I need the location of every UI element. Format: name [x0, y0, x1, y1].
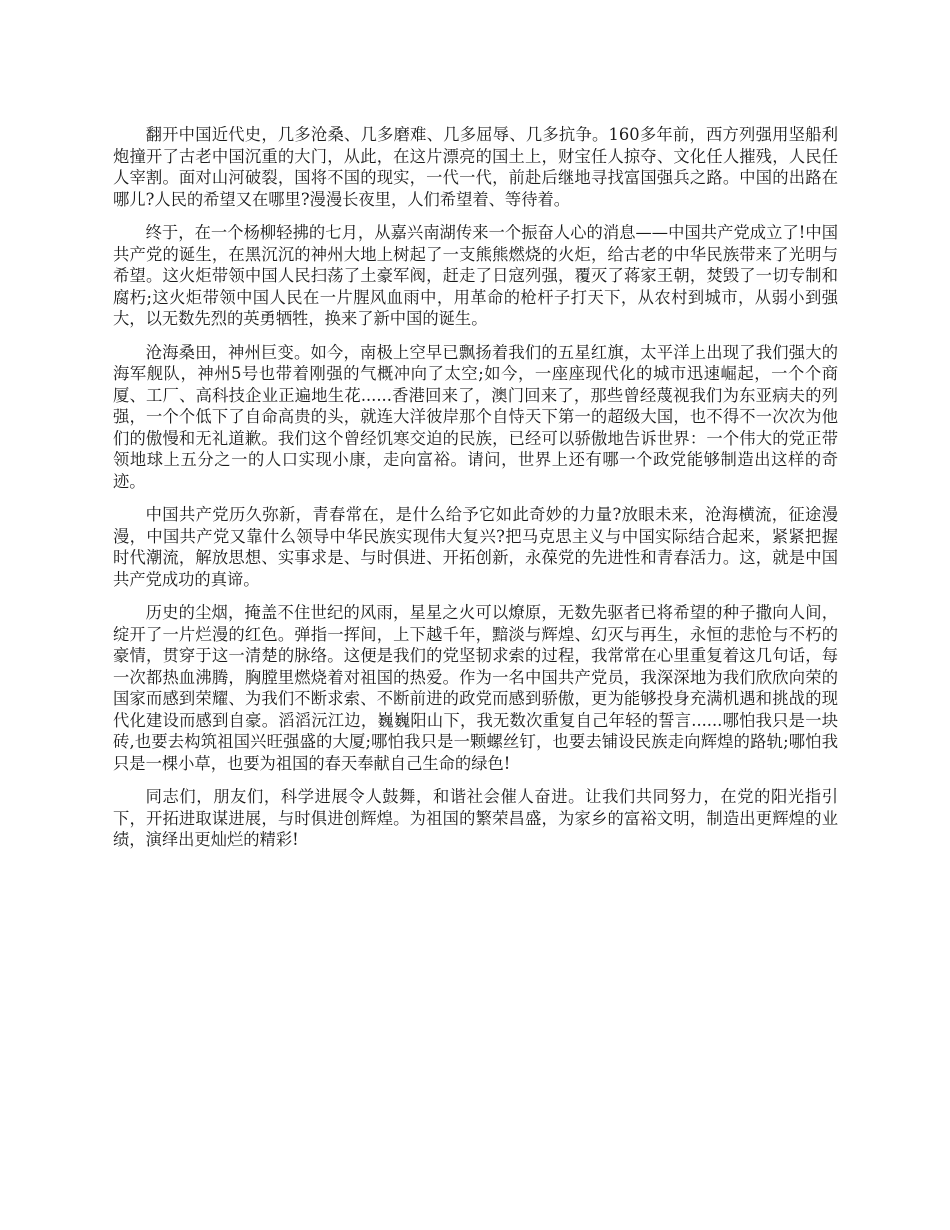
paragraph-2: 终于，在一个杨柳轻拂的七月，从嘉兴南湖传来一个振奋人心的消息——中国共产党成立了!中国共产党的诞生，在黑沉沉的神州大地上树起了一支熊熊燃烧的火炬，给古老的中华民族带来了光明与希望。这火炬带领中国人民扫荡了土豪军阀，赶走了日寇列强，覆灭了蒋家王朝，焚毁了一切专制和腐朽;这火炬带领中国人民在一片腥风血雨中，用革命的枪杆子打天下，从农村到城市，从弱小到强大，以无数先烈的英勇牺牲，换来了新中国的诞生。 — [113, 223, 838, 328]
paragraph-1: 翻开中国近代史，几多沧桑、几多磨难、几多屈辱、几多抗争。160多年前，西方列强用坚船利炮撞开了古老中国沉重的大门，从此，在这片漂亮的国土上，财宝任人掠夺、文化任人摧残，人民任人宰割。面对山河破裂，国将不国的现实，一代一代，前赴后继地寻找富国强兵之路。中国的出路在哪儿?人民的希望又在哪里?漫漫长夜里，人们希望着、等待着。 — [113, 125, 838, 209]
document-body — [113, 124, 838, 863]
paragraph-4: 中国共产党历久弥新，青春常在，是什么给予它如此奇妙的力量?放眼未来，沧海横流，征途漫漫，中国共产党又靠什么领导中华民族实现伟大复兴?把马克思主义与中国实际结合起来，紧紧把握时代潮流，解放思想、实事求是、与时俱进、开拓创新，永葆党的先进性和青春活力。这，就是中国共产党成功的真谛。 — [113, 505, 838, 589]
paragraph-5: 历史的尘烟，掩盖不住世纪的风雨，星星之火可以燎原，无数先驱者已将希望的种子撒向人间，绽开了一片烂漫的红色。弹指一挥间，上下越千年，黯淡与辉煌、幻灭与再生，永恒的悲怆与不朽的豪情，贯穿于这一清楚的脉络。这便是我们的党坚韧求索的过程，我常常在心里重复着这几句话，每一次都热血沸腾，胸膛里燃烧着对祖国的热爱。作为一名中国共产党员，我深深地为我们欣欣向荣的国家而感到荣耀、为我们不断求索、不断前进的政党而感到骄傲，更为能够投身充满机遇和挑战的现代化建设而感到自豪。滔滔沅江边，巍巍阳山下，我无数次重复自己年轻的誓言......哪怕我只是一块砖,也要去构筑祖国兴旺强盛的大厦;哪怕我只是一颗螺丝钉，也要去铺设民族走向辉煌的路轨;哪怕我只是一棵小草，也要为祖国的春天奉献自己生命的绿色! — [113, 603, 838, 773]
paragraph-6: 同志们，朋友们，科学进展令人鼓舞，和谐社会催人奋进。让我们共同努力，在党的阳光指引下，开拓进取谋进展，与时俱进创辉煌。为祖国的繁荣昌盛，为家乡的富裕文明，制造出更辉煌的业绩，演绎出更灿烂的精彩! — [113, 787, 838, 849]
paragraph-3: 沧海桑田，神州巨变。如今，南极上空早已飘扬着我们的五星红旗，太平洋上出现了我们强大的海军舰队，神州5号也带着刚强的气概冲向了太空;如今，一座座现代化的城市迅速崛起，一个个商厦、工厂、高科技企业正遍地生花......香港回来了，澳门回来了，那些曾经蔑视我们为东亚病夫的列强，一个个低下了自命高贵的头，就连大洋彼岸那个自恃天下第一的超级大国，也不得不一次次为他们的傲慢和无礼道歉。我们这个曾经饥寒交迫的民族，已经可以骄傲地告诉世界：一个伟大的党正带领地球上五分之一的人口实现小康，走向富裕。请问，世界上还有哪一个政党能够制造出这样的奇迹。 — [113, 342, 838, 491]
